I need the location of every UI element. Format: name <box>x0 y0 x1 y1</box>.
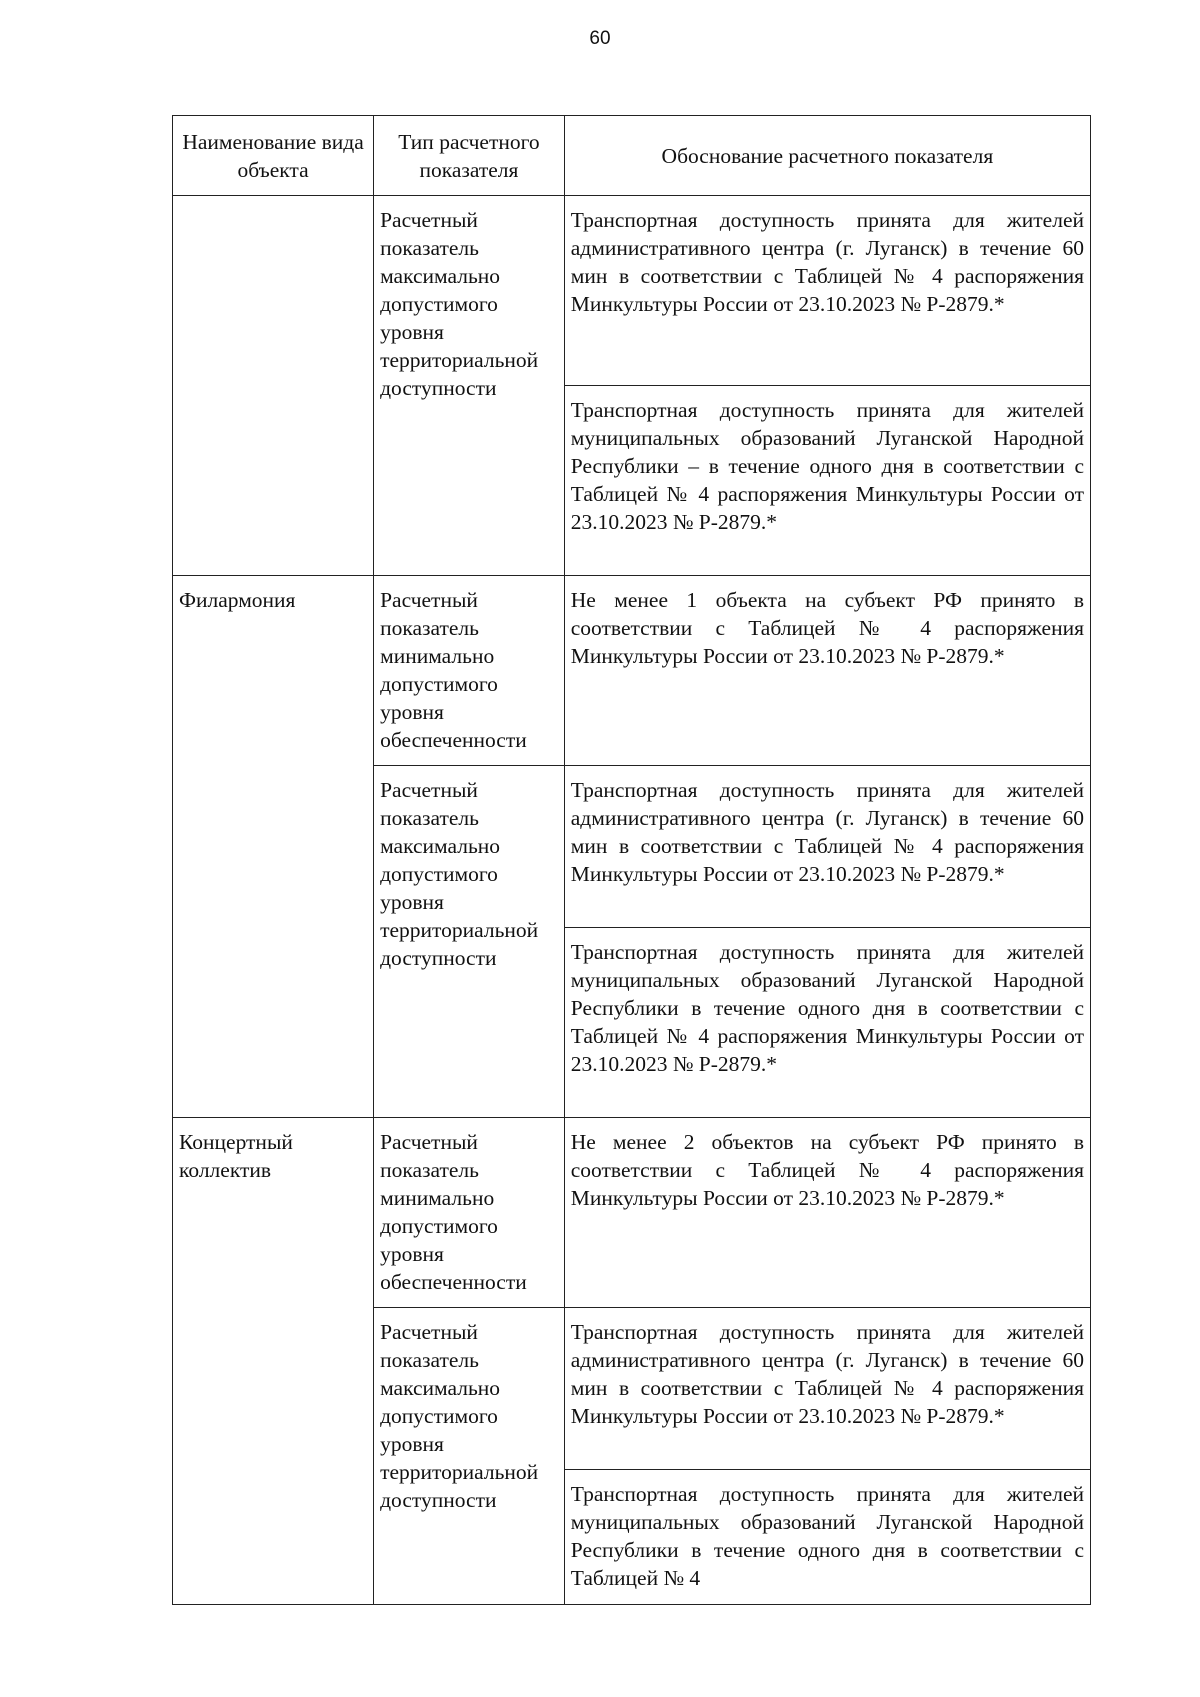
justification-cell: Транспортная доступность принята для жителей административного центра (г. Луганск) в течение 60 мин в соответствии с Таблицей № 4 распоряжения Минкультуры России от 23.10.2023 № Р-2879.* <box>564 766 1090 928</box>
table-header-row <box>173 116 1091 196</box>
indicator-type-cell: Расчетный показатель максимально допустимого уровня территориальной доступности <box>374 1308 565 1605</box>
object-cell: Филармония <box>173 576 374 1118</box>
header-justification: Обоснование расчетного показателя <box>564 116 1090 196</box>
justification-cell: Транспортная доступность принята для жителей административного центра (г. Луганск) в течение 60 мин в соответствии с Таблицей № 4 распоряжения Минкультуры России от 23.10.2023 № Р-2879.* <box>564 1308 1090 1470</box>
object-cell: Концертный коллектив <box>173 1118 374 1605</box>
justification-cell: Транспортная доступность принята для жителей муниципальных образований Луганской Народной Республики в течение одного дня в соответствии с Таблицей № 4 <box>564 1470 1090 1605</box>
justification-cell: Транспортная доступность принята для жителей административного центра (г. Луганск) в течение 60 мин в соответствии с Таблицей № 4 распоряжения Минкультуры России от 23.10.2023 № Р-2879.* <box>564 196 1090 386</box>
indicator-type-cell: Расчетный показатель минимально допустимого уровня обеспеченности <box>374 1118 565 1308</box>
header-object-type: Наименование вида объекта <box>173 116 374 196</box>
indicator-type-cell: Расчетный показатель минимально допустимого уровня обеспеченности <box>374 576 565 766</box>
justification-cell: Транспортная доступность принята для жителей муниципальных образований Луганской Народной Республики в течение одного дня в соответствии с Таблицей № 4 распоряжения Минкультуры России от 23.10.2023 № Р-2879.* <box>564 928 1090 1118</box>
table-row <box>173 196 1091 386</box>
table-row <box>173 1118 1091 1308</box>
indicators-table <box>172 115 1091 1605</box>
justification-cell: Не менее 1 объекта на субъект РФ принято в соответствии с Таблицей № 4 распоряжения Минкультуры России от 23.10.2023 № Р-2879.* <box>564 576 1090 766</box>
page-number: 60 <box>589 28 611 49</box>
indicator-type-cell: Расчетный показатель максимально допустимого уровня территориальной доступности <box>374 196 565 576</box>
justification-cell: Транспортная доступность принята для жителей муниципальных образований Луганской Народной Республики – в течение одного дня в соответствии с Таблицей № 4 распоряжения Минкультуры России от 23.10.2023 № Р-2879.* <box>564 386 1090 576</box>
indicator-type-cell: Расчетный показатель максимально допустимого уровня территориальной доступности <box>374 766 565 1118</box>
header-indicator-type: Тип расчетного показателя <box>374 116 565 196</box>
object-cell <box>173 196 374 576</box>
justification-cell: Не менее 2 объектов на субъект РФ принято в соответствии с Таблицей № 4 распоряжения Минкультуры России от 23.10.2023 № Р-2879.* <box>564 1118 1090 1308</box>
table-row <box>173 576 1091 766</box>
